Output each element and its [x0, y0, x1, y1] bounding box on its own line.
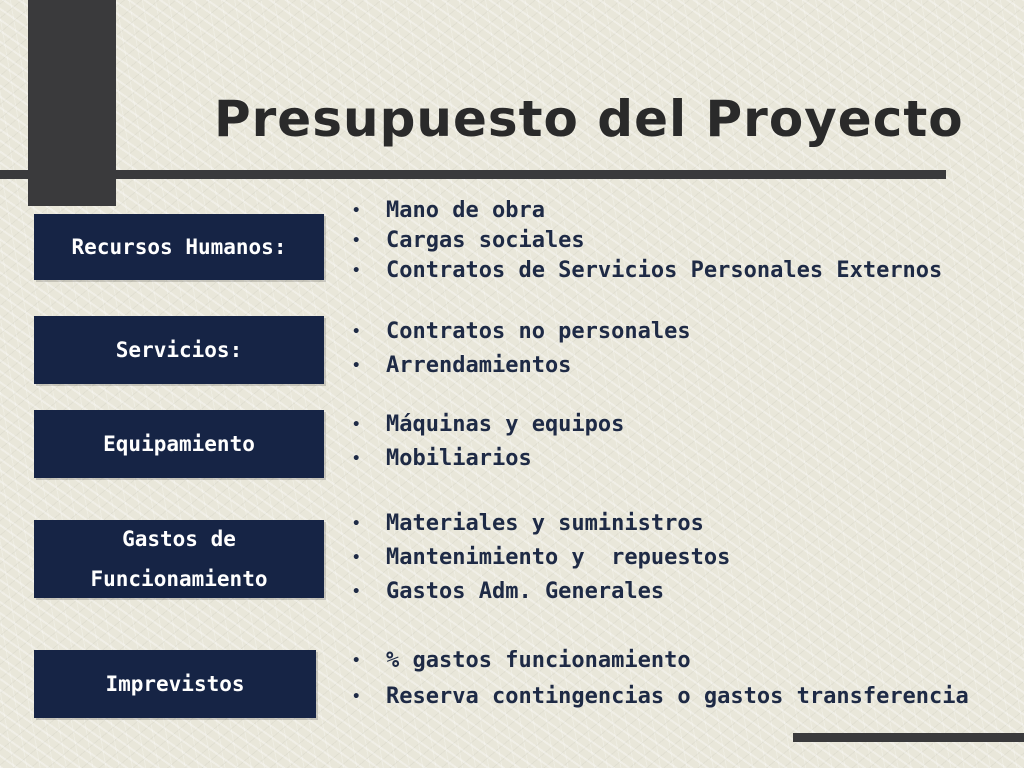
gastos-funcionamiento-list: [350, 507, 730, 609]
equipamiento-list: [350, 408, 624, 476]
list-item: • Reserva contingencias o gastos transferencia: [350, 679, 969, 715]
list-item: • Contratos de Servicios Personales Externos: [350, 256, 942, 286]
list-item: • Máquinas y equipos: [350, 408, 624, 442]
category-label: Imprevistos: [105, 672, 245, 696]
recursos-humanos-list: [350, 196, 942, 286]
category-recursos-humanos: [34, 214, 324, 280]
category-label-line-1: Gastos de: [122, 527, 236, 551]
category-equipamiento: [34, 410, 324, 478]
category-label: Recursos Humanos:: [71, 235, 287, 259]
title-underline: [0, 170, 946, 179]
category-label: Equipamiento: [103, 432, 255, 456]
list-item: • % gastos funcionamiento: [350, 643, 969, 679]
list-item: • Materiales y suministros: [350, 507, 730, 541]
list-item: • Cargas sociales: [350, 226, 942, 256]
servicios-list: [350, 315, 691, 383]
list-item: • Contratos no personales: [350, 315, 691, 349]
imprevistos-list: [350, 643, 969, 715]
category-gastos-funcionamiento: [34, 520, 324, 598]
category-label-line-2: Funcionamiento: [90, 567, 268, 591]
category-servicios: [34, 316, 324, 384]
list-item: • Mantenimiento y repuestos: [350, 541, 730, 575]
page-title: Presupuesto del Proyecto: [214, 90, 964, 148]
list-item: • Mobiliarios: [350, 442, 624, 476]
list-item: • Mano de obra: [350, 196, 942, 226]
footer-line: [793, 733, 1024, 742]
category-imprevistos: [34, 650, 316, 718]
list-item: • Gastos Adm. Generales: [350, 575, 730, 609]
category-label: Servicios:: [115, 338, 243, 362]
list-item: • Arrendamientos: [350, 349, 691, 383]
